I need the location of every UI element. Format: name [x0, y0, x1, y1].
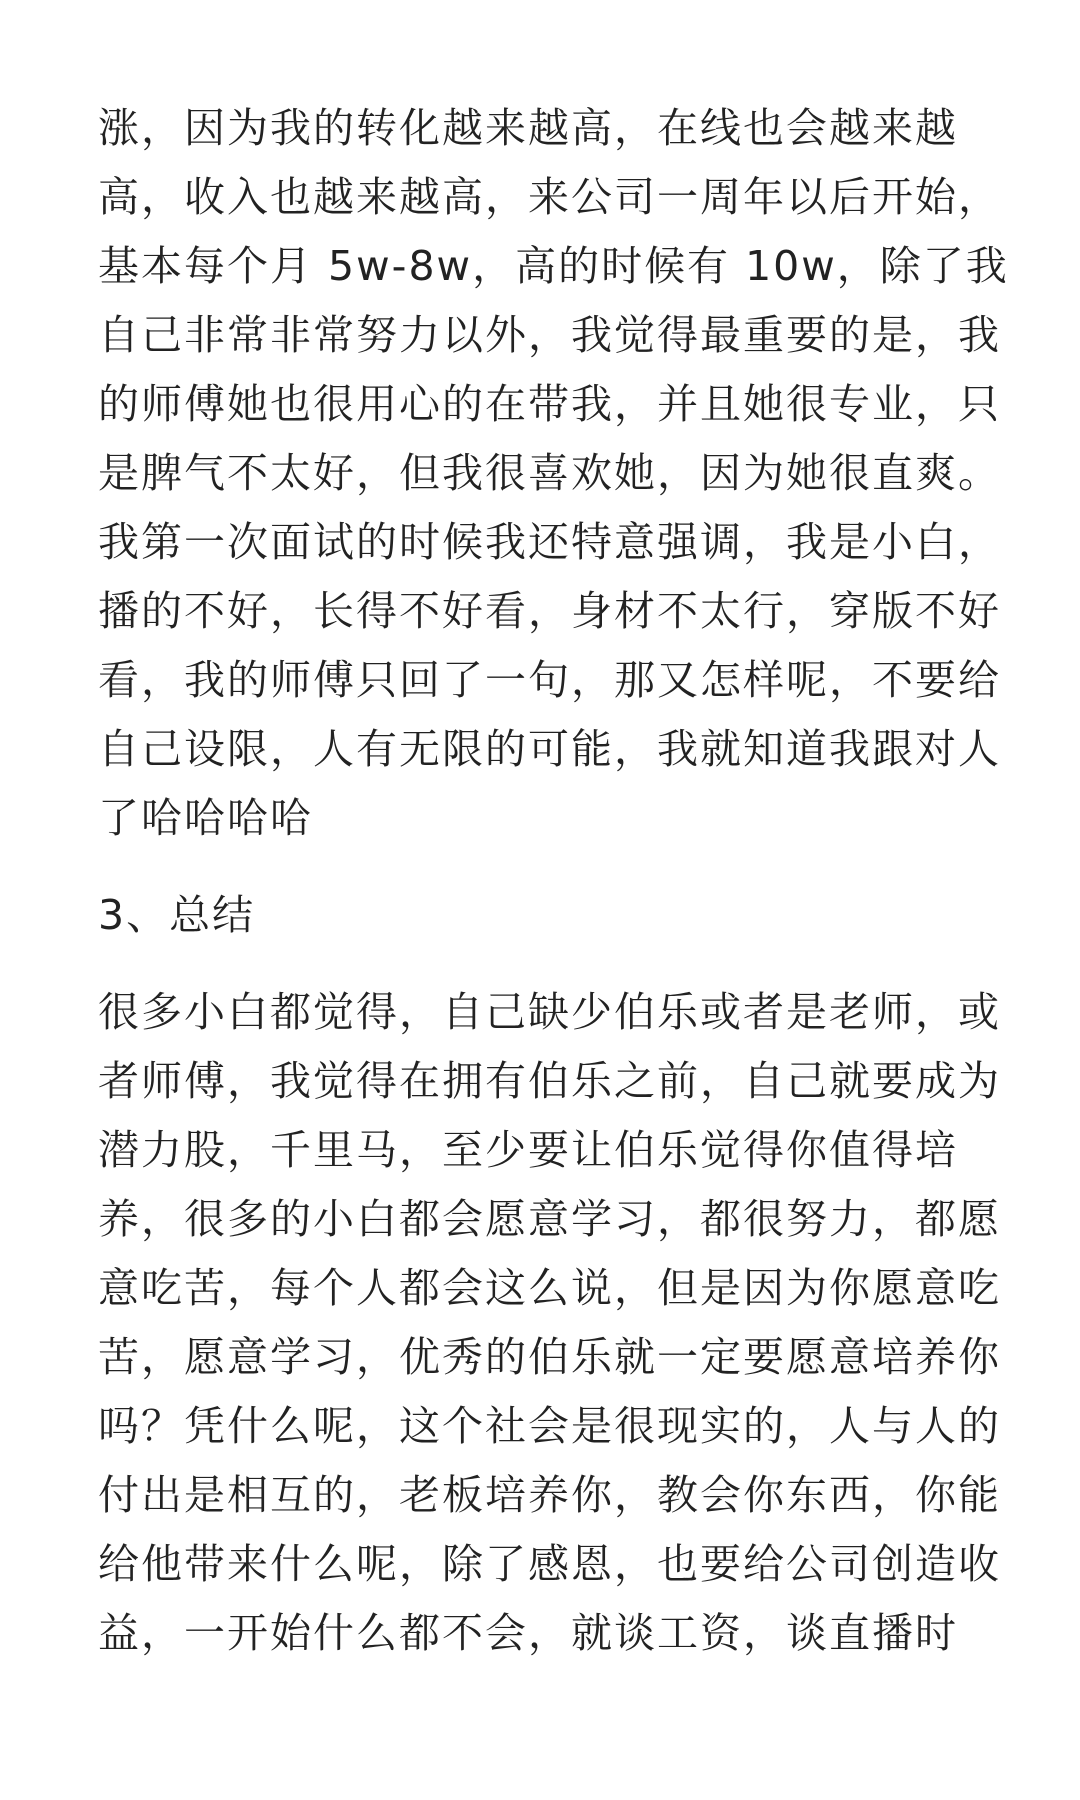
- text-line: 给他带来什么呢，除了感恩，也要给公司创造收: [98, 1540, 1001, 1588]
- text-line: 涨，因为我的转化越来越高，在线也会越来越: [98, 104, 958, 152]
- text-line: 吗？凭什么呢，这个社会是很现实的，人与人的: [98, 1402, 1001, 1450]
- article-body: [98, 94, 1009, 1668]
- text-line: 看，我的师傅只回了一句，那又怎样呢，不要给: [98, 656, 1001, 704]
- text-line: 养，很多的小白都会愿意学习，都很努力，都愿: [98, 1195, 1001, 1243]
- text-line: 高，收入也越来越高，来公司一周年以后开始，: [98, 173, 1001, 221]
- text-line: 了哈哈哈哈: [98, 794, 313, 842]
- section-heading: 3、总结: [98, 891, 256, 939]
- text-line: 的师傅她也很用心的在带我，并且她很专业，只: [98, 380, 1001, 428]
- text-line: 很多小白都觉得，自己缺少伯乐或者是老师，或: [98, 988, 1001, 1036]
- text-line: 我第一次面试的时候我还特意强调，我是小白，: [98, 518, 1001, 566]
- paragraph-1: [98, 94, 1009, 853]
- text-line: 益，一开始什么都不会，就谈工资，谈直播时: [98, 1609, 958, 1657]
- text-line: 潜力股，千里马，至少要让伯乐觉得你值得培: [98, 1126, 958, 1174]
- text-line: 意吃苦，每个人都会这么说，但是因为你愿意吃: [98, 1264, 1001, 1312]
- paragraph-2: [98, 978, 1001, 1668]
- text-line: 苦，愿意学习，优秀的伯乐就一定要愿意培养你: [98, 1333, 1001, 1381]
- text-line: 自己非常非常努力以外，我觉得最重要的是，我: [98, 311, 1001, 359]
- text-line: 付出是相互的，老板培养你，教会你东西，你能: [98, 1471, 1001, 1519]
- text-line: 者师傅，我觉得在拥有伯乐之前，自己就要成为: [98, 1057, 1001, 1105]
- text-line: 播的不好，长得不好看，身材不太行，穿版不好: [98, 587, 1001, 635]
- text-line: 基本每个月 5w-8w，高的时候有 10w，除了我: [98, 242, 1009, 290]
- text-line: 自己设限，人有无限的可能，我就知道我跟对人: [98, 725, 1001, 773]
- text-line: 是脾气不太好，但我很喜欢她，因为她很直爽。: [98, 449, 1001, 497]
